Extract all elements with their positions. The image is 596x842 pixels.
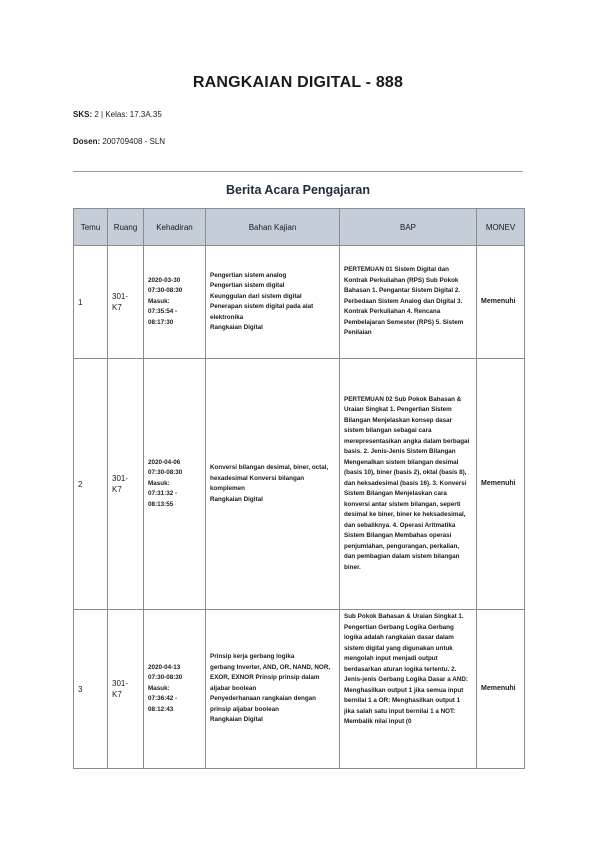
cell-ruang: 301- K7 xyxy=(108,246,144,359)
header-ruang: Ruang xyxy=(108,209,144,246)
header-bahan-kajian: Bahan Kajian xyxy=(206,209,340,246)
cell-bahan-kajian: Pengertian sistem analog Pengertian sistem digital Keunggulan dari sistem digital Penerapan sistem digital pada alat elektronika Rangkaian Digital xyxy=(206,246,340,359)
cell-temu: 1 xyxy=(74,246,108,359)
cell-kehadiran: 2020-04-06 07:30-08:30 Masuk: 07:31:32 - 08:13:55 xyxy=(144,359,206,610)
table-header-row xyxy=(74,209,525,246)
header-bap: BAP xyxy=(340,209,477,246)
cell-bap: PERTEMUAN 01 Sistem Digital dan Kontrak Perkuliahan (RPS) Sub Pokok Bahasan 1. Pengantar Sistem Digital 2. Perbedaan Sistem Analog dan Digital 3. Kontrak Perkuliahan 4. Rencana Pembelajaran Semester (RPS) 5. Sistem Penilaian xyxy=(340,246,477,359)
table-row xyxy=(74,610,525,769)
sks-label: SKS: xyxy=(73,110,93,119)
cell-temu: 2 xyxy=(74,359,108,610)
cell-monev: Memenuhi xyxy=(477,246,525,359)
header-temu: Temu xyxy=(74,209,108,246)
header-kehadiran: Kehadiran xyxy=(144,209,206,246)
teaching-record-table xyxy=(73,208,525,769)
cell-monev: Memenuhi xyxy=(477,610,525,769)
course-title: RANGKAIAN DIGITAL - 888 xyxy=(192,74,404,91)
section-title: Berita Acara Pengajaran xyxy=(225,183,371,197)
course-sks-class xyxy=(73,110,162,119)
cell-kehadiran: 2020-03-30 07:30-08:30 Masuk: 07:35:54 - 08:17:30 xyxy=(144,246,206,359)
cell-bahan-kajian: Konversi bilangan desimal, biner, octal, hexadesimal Konversi bilangan komplemen Rangkaian Digital xyxy=(206,359,340,610)
sks-value: 2 | Kelas: 17.3A.35 xyxy=(94,110,162,119)
cell-bap: Sub Pokok Bahasan & Uraian Singkat 1. Pengertian Gerbang Logika Gerbang logika adalah rangkaian dasar dalam sistem digital yang digunakan untuk mengolah input menjadi output berdasarkan aturan logika tertentu. 2. Jenis-jenis Gerbang Logika Dasar a AND: Menghasilkan output 1 jika semua input bernilai 1 a OR: Menghasilkan output 1 jika salah satu input bernilai 1 a NOT: Membalik nilai input (0 xyxy=(340,610,477,769)
table-row xyxy=(74,246,525,359)
cell-kehadiran: 2020-04-13 07:30-08:30 Masuk: 07:36:42 - 08:12:43 xyxy=(144,610,206,769)
table-row xyxy=(74,359,525,610)
course-lecturer xyxy=(73,137,165,146)
cell-ruang: 301- K7 xyxy=(108,610,144,769)
header-monev: MONEV xyxy=(477,209,525,246)
divider xyxy=(73,171,523,172)
cell-temu: 3 xyxy=(74,610,108,769)
dosen-value: 200709408 - SLN xyxy=(102,137,166,146)
cell-bahan-kajian: Prinsip kerja gerbang logika gerbang Inverter, AND, OR, NAND, NOR, EXOR, EXNOR Prinsip prinsip dalam aljabar boolean Penyederhanaan rangkaian dengan prinsip aljabar boolean Rangkaian Digital xyxy=(206,610,340,769)
cell-monev: Memenuhi xyxy=(477,359,525,610)
dosen-label: Dosen: xyxy=(73,137,101,146)
cell-ruang: 301- K7 xyxy=(108,359,144,610)
cell-bap: PERTEMUAN 02 Sub Pokok Bahasan & Uraian Singkat 1. Pengertian Sistem Bilangan Menjelaskan konsep dasar sistem bilangan sebagai cara merepresentasikan angka dalam berbagai basis. 2. Jenis-Jenis Sistem Bilangan Mengenalkan sistem bilangan desimal (basis 10), biner (basis 2), oktal (basis 8), dan heksadesimal (basis 16). 3. Konversi Sistem Bilangan Menjelaskan cara konversi antar sistem bilangan, seperti desimal ke biner, biner ke heksadesimal, dan sebaliknya. 4. Operasi Aritmatika Sistem Bilangan Membahas operasi penjumlahan, pengurangan, perkalian, dan pembagian dalam sistem bilangan biner. xyxy=(340,359,477,610)
